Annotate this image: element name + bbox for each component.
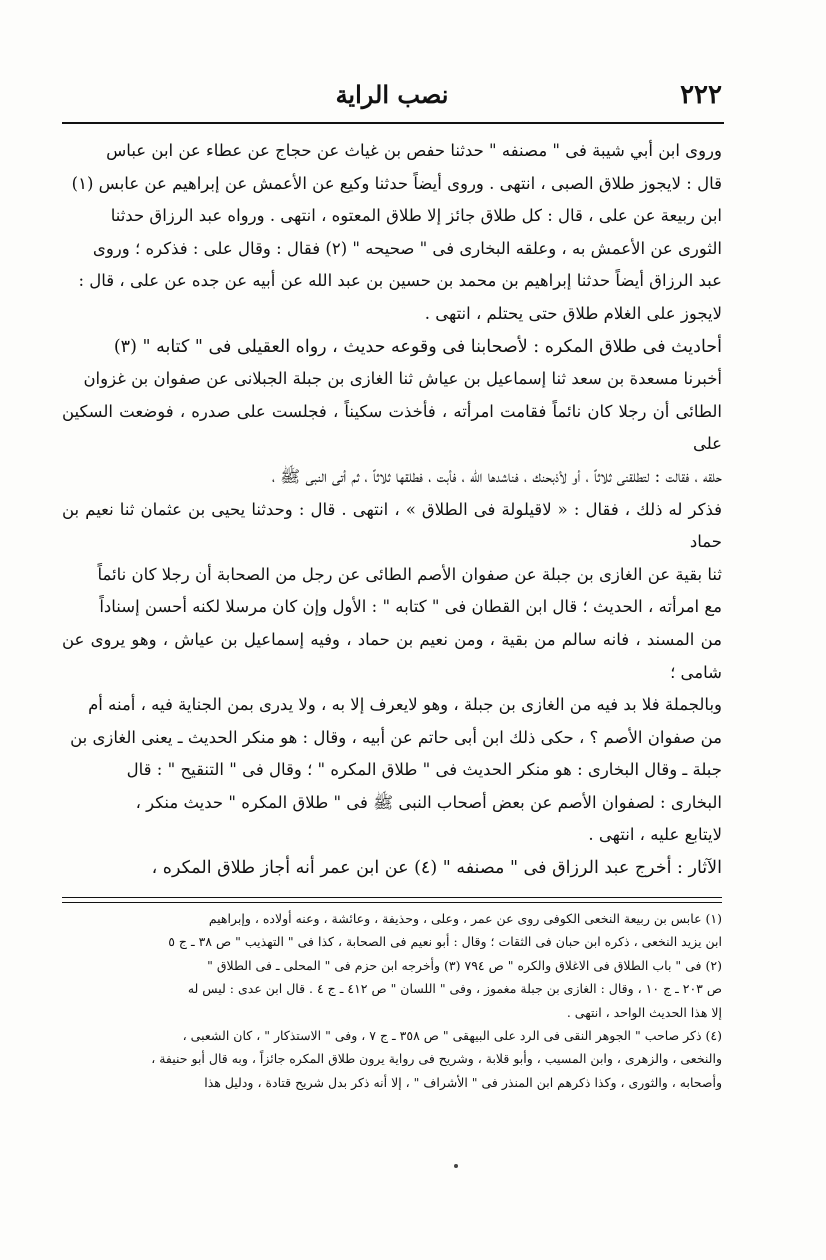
text-line: من صفوان الأصم ؟ ، حكى ذلك ابن أبى حاتم عن أبيه ، وقال : هو منكر الحديث ـ يعنى الغازى بن <box>70 727 722 747</box>
text-line: أخبرنا مسعدة بن سعد ثنا إسماعيل بن عياش ثنا الغازى بن جبلة الجبلانى عن صفوان بن غزوان <box>83 369 722 389</box>
page-number: ٢٢٢ <box>680 80 722 110</box>
print-speck <box>454 1164 458 1168</box>
text-line: البخارى : لصفوان الأصم عن بعض أصحاب النبى ﷺ فى " طلاق المكره " حديث منكر ، <box>135 792 722 812</box>
header-rule <box>62 122 724 124</box>
footnote-line: (١) عابس بن ربيعة النخعى الكوفى روى عن عمر ، وعلى ، وحذيفة ، وعائشة ، وعنه أولاده ، وإبراهيم <box>208 911 722 926</box>
section-heading-line: أحاديث فى طلاق المكره : لأصحابنا فى وقوعه حديث ، رواه العقيلى فى " كتابه " (٣) <box>113 336 722 357</box>
footnote-line: ص ٢٠٣ ـ ج ١٠ ، وقال : الغازى بن جبلة مغموز ، وفى " اللسان " ص ٤١٢ ـ ج ٤ . قال ابن عدى : ليس له <box>187 981 722 997</box>
footnote-line: (٢) فى " باب الطلاق فى الاغلاق والكره " ص ٧٩٤ (٣) وأخرجه ابن حزم فى " المحلى ـ فى الطلاق " <box>207 957 722 973</box>
text-line: الطائى أن رجلا كان نائماً فقامت امرأته ، فأخذت سكيناً ، فجلست على صدره ، فوضعت السكين على <box>62 401 722 454</box>
footnote-line: إلا هذا الحديث الواحد ، انتهى . <box>566 1004 722 1020</box>
footnote-divider <box>62 897 722 903</box>
section-heading-line: الآثار : أخرج عبد الرزاق فى " مصنفه " (٤) عن ابن عمر أنه أجاز طلاق المكره ، <box>151 858 722 879</box>
text-line: مع امرأته ، الحديث ؛ قال ابن القطان فى " كتابه " : الأول وإن كان مرسلا لكنه أحسن إسناداً <box>99 597 722 617</box>
footnote-line: ابن يزيد النخعى ، ذكره ابن حبان فى الثقات ؛ وقال : أبو نعيم فى الصحابة ، كذا فى " التهذيب " ص ٣٨ ـ ج ٥ <box>168 934 722 950</box>
text-line: فذكر له ذلك ، فقال : « لاقيلولة فى الطلاق » ، انتهى . قال : وحدثنا يحيى بن عثمان ثنا نعيم بن حماد <box>62 499 722 552</box>
footnotes <box>62 907 722 1094</box>
text-line: من المسند ، فانه سالم من بقية ، ومن نعيم بن حماد ، وفيه إسماعيل بن عياش ، وهو يروى عن شامى ؛ <box>62 629 722 682</box>
text-line: وروى ابن أبي شيبة فى " مصنفه " حدثنا حفص بن غياث عن حجاج عن عطاء عن ابن عباس <box>106 141 722 160</box>
text-line: عبد الرزاق أيضاً حدثنا إبراهيم بن محمد بن حسين بن عبد الله عن أبيه عن جده عن على ، قال : <box>78 271 722 291</box>
footnote-line: وأصحابه ، والثورى ، وكذا ذكرهم ابن المنذر فى " الأشراف " ، إلا أنه ذكر بدل شريح قتادة ، ودليل هذا <box>204 1074 722 1090</box>
text-line: حلقه ، فقالت : لتطلقنى ثلاثاً ، أو لأذبحنك ، فناشدها الله ، فأبت ، فطلقها ثلاثاً ، ثم أتى النبى ﷺ ، <box>271 466 722 486</box>
text-line: ثنا بقية عن الغازى بن جبلة عن صفوان الأصم الطائى عن رجل من الصحابة أن رجلا كان نائماً <box>97 564 722 584</box>
text-line: لايتابع عليه ، انتهى . <box>588 825 722 845</box>
text-line: جبلة ـ وقال البخارى : هو منكر الحديث فى " طلاق المكره " ؛ وقال فى " التنقيح " : قال <box>126 760 722 780</box>
page-header <box>62 78 722 118</box>
text-line: لايجوز على الغلام طلاق حتى يحتلم ، انتهى . <box>424 303 722 323</box>
running-title: نصب الراية <box>335 80 449 109</box>
text-line: وبالجملة فلا بد فيه من الغازى بن جبلة ، وهو لايعرف إلا به ، ولا يدرى بمن الجناية فيه ، أمنه أم <box>88 695 722 715</box>
footnote-line: والنخعى ، والزهرى ، وابن المسيب ، وأبو قلابة ، وشريح فى رواية يرون طلاق المكره جائزاً ، وبه قال أبو حنيفة ، <box>151 1051 722 1067</box>
text-line: الثورى عن الأعمش به ، وعلقه البخارى فى " صحيحه " (٢) فقال : وقال على : فذكره ؛ وروى <box>92 238 722 258</box>
main-text <box>62 135 722 885</box>
footnote-line: (٤) ذكر صاحب " الجوهر النقى فى الرد على البيهقى " ص ٣٥٨ ـ ج ٧ ، وفى " الاستذكار " ، كان الشعبى ، <box>182 1028 722 1044</box>
text-line: ابن ربيعة عن على ، قال : كل طلاق جائز إلا طلاق المعتوه ، انتهى . ورواه عبد الرزاق حدثنا <box>110 206 722 226</box>
text-line: قال : لايجوز طلاق الصبى ، انتهى . وروى أيضاً حدثنا وكيع عن الأعمش عن إبراهيم عن عابس (١) <box>71 173 722 193</box>
